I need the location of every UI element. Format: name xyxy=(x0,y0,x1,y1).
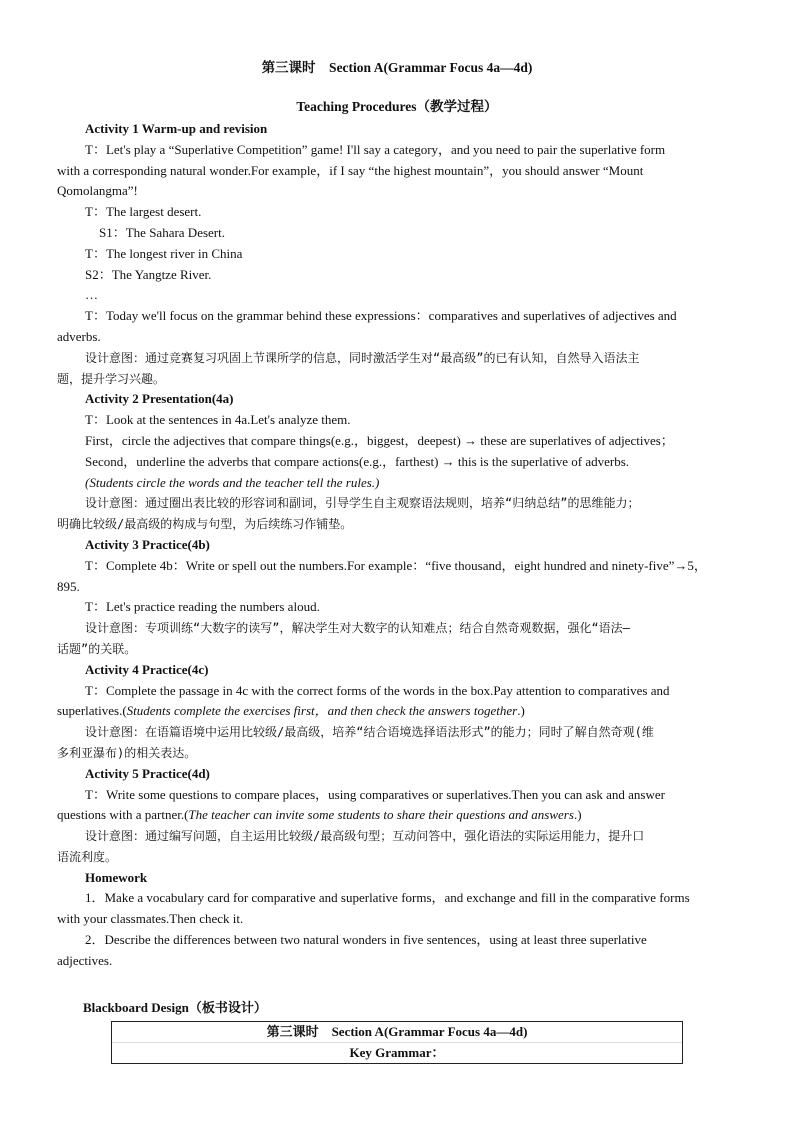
paragraph-line: T：Look at the sentences in 4a.Let's analyze them. xyxy=(85,412,351,428)
activity-heading: Activity 5 Practice(4d) xyxy=(85,765,210,781)
activity-heading: Activity 3 Practice(4b) xyxy=(85,536,210,552)
activity-3-section xyxy=(57,535,737,660)
design-intent: 题，提升学习兴趣。 xyxy=(57,371,166,386)
activity-5-section xyxy=(57,764,737,868)
paragraph-line: Qomolangma”! xyxy=(57,183,138,199)
dialogue-line: T：The largest desert. xyxy=(85,204,202,220)
activity-1-section xyxy=(57,119,737,389)
paragraph-line: adverbs. xyxy=(57,328,101,344)
design-intent: 设计意图：专项训练“大数字的读写”，解决学生对大数字的认知难点；结合自然奇观数据，强化“语法— xyxy=(85,621,630,636)
activity-2-section xyxy=(57,389,737,535)
paragraph-line: 895. xyxy=(57,578,80,594)
design-intent: 话题”的关联。 xyxy=(57,641,137,656)
design-intent: 设计意图：通过圈出表比较的形容词和副词，引导学生自主观察语法规则，培养“归纳总结”的思维能力； xyxy=(85,496,640,511)
homework-item: 2．Describe the differences between two natural wonders in five sentences，using at least three superlative xyxy=(85,932,647,948)
teaching-procedures-heading: Teaching Procedures（教学过程） xyxy=(296,99,498,114)
paragraph-line: T：Let's play a “Superlative Competition” game! I'll say a category，and you need to pair the superlative form xyxy=(85,141,666,157)
dialogue-line: S1：The Sahara Desert. xyxy=(99,224,225,240)
paragraph-line: T：Let's practice reading the numbers aloud. xyxy=(85,599,320,615)
blackboard-title-row: 第三课时 Section A(Grammar Focus 4a—4d) xyxy=(266,1023,528,1039)
text-span: superlatives.( xyxy=(57,703,127,719)
design-intent: 语流利度。 xyxy=(57,849,118,864)
homework-item: adjectives. xyxy=(57,952,113,968)
activity-heading: Activity 2 Presentation(4a) xyxy=(85,391,234,407)
text-span: .) xyxy=(517,703,525,719)
blackboard-table xyxy=(111,1021,683,1064)
lesson-title: 第三课时 Section A(Grammar Focus 4a—4d) xyxy=(261,60,533,75)
italic-note: Students complete the exercises first，and then check the answers together xyxy=(126,703,518,719)
paragraph-line xyxy=(57,805,737,826)
paragraph-line: T：Write some questions to compare places，using comparatives or superlatives.Then you can ask and answer xyxy=(85,786,665,802)
text-span: questions with a partner.( xyxy=(57,807,189,823)
ellipsis-line: … xyxy=(85,287,98,303)
paragraph-line: with a corresponding natural wonder.For example，if I say “the highest mountain”，you should answer “Mount xyxy=(57,162,644,178)
paragraph-line: T：Today we'll focus on the grammar behind these expressions：comparatives and superlatives of adjectives and xyxy=(85,308,677,324)
design-intent: 设计意图：通过编写问题，自主运用比较级/最高级句型；互动问答中，强化语法的实际运用能力，提升口 xyxy=(85,829,645,844)
blackboard-design-heading: Blackboard Design（板书设计） xyxy=(83,999,267,1015)
paragraph-line: Second，underline the adverbs that compare actions(e.g.，farthest) → this is the superlative of adverbs. xyxy=(85,453,630,469)
design-intent: 多利亚瀑布)的相关表达。 xyxy=(57,745,197,760)
paragraph-line: T：Complete 4b：Write or spell out the numbers.For example：“five thousand，eight hundred and ninety-five”→5， xyxy=(85,557,707,573)
paragraph-line xyxy=(57,701,737,722)
activity-heading: Activity 4 Practice(4c) xyxy=(85,661,209,677)
activity-heading: Activity 1 Warm-up and revision xyxy=(85,121,268,136)
homework-section xyxy=(57,868,737,972)
design-intent: 明确比较级/最高级的构成与句型，为后续练习作铺垫。 xyxy=(57,517,353,532)
dialogue-line: S2：The Yangtze River. xyxy=(85,266,212,282)
design-intent: 设计意图：在语篇语境中运用比较级/最高级，培养“结合语境选择语法形式”的能力；同时了解自然奇观(维 xyxy=(85,725,654,740)
dialogue-line: T：The longest river in China xyxy=(85,245,243,261)
design-intent: 设计意图：通过竞赛复习巩固上节课所学的信息，同时激活学生对“最高级”的已有认知，自然导入语法主 xyxy=(85,350,640,365)
homework-heading: Homework xyxy=(85,869,148,885)
homework-item: 1．Make a vocabulary card for comparative and superlative forms，and exchange and fill in the comparative forms xyxy=(85,890,690,906)
activity-4-section xyxy=(57,660,737,764)
homework-item: with your classmates.Then check it. xyxy=(57,911,244,927)
text-span: .) xyxy=(573,807,582,823)
paragraph-line: First，circle the adjectives that compare things(e.g.，biggest，deepest) → these are superlatives of adjectives； xyxy=(85,432,674,448)
paragraph-line: (Students circle the words and the teacher tell the rules.) xyxy=(85,474,380,490)
italic-note: The teacher can invite some students to share their questions and answers xyxy=(188,807,574,823)
key-grammar-row: Key Grammar： xyxy=(112,1042,682,1063)
paragraph-line: T：Complete the passage in 4c with the correct forms of the words in the box.Pay attention to comparatives and xyxy=(85,682,670,698)
